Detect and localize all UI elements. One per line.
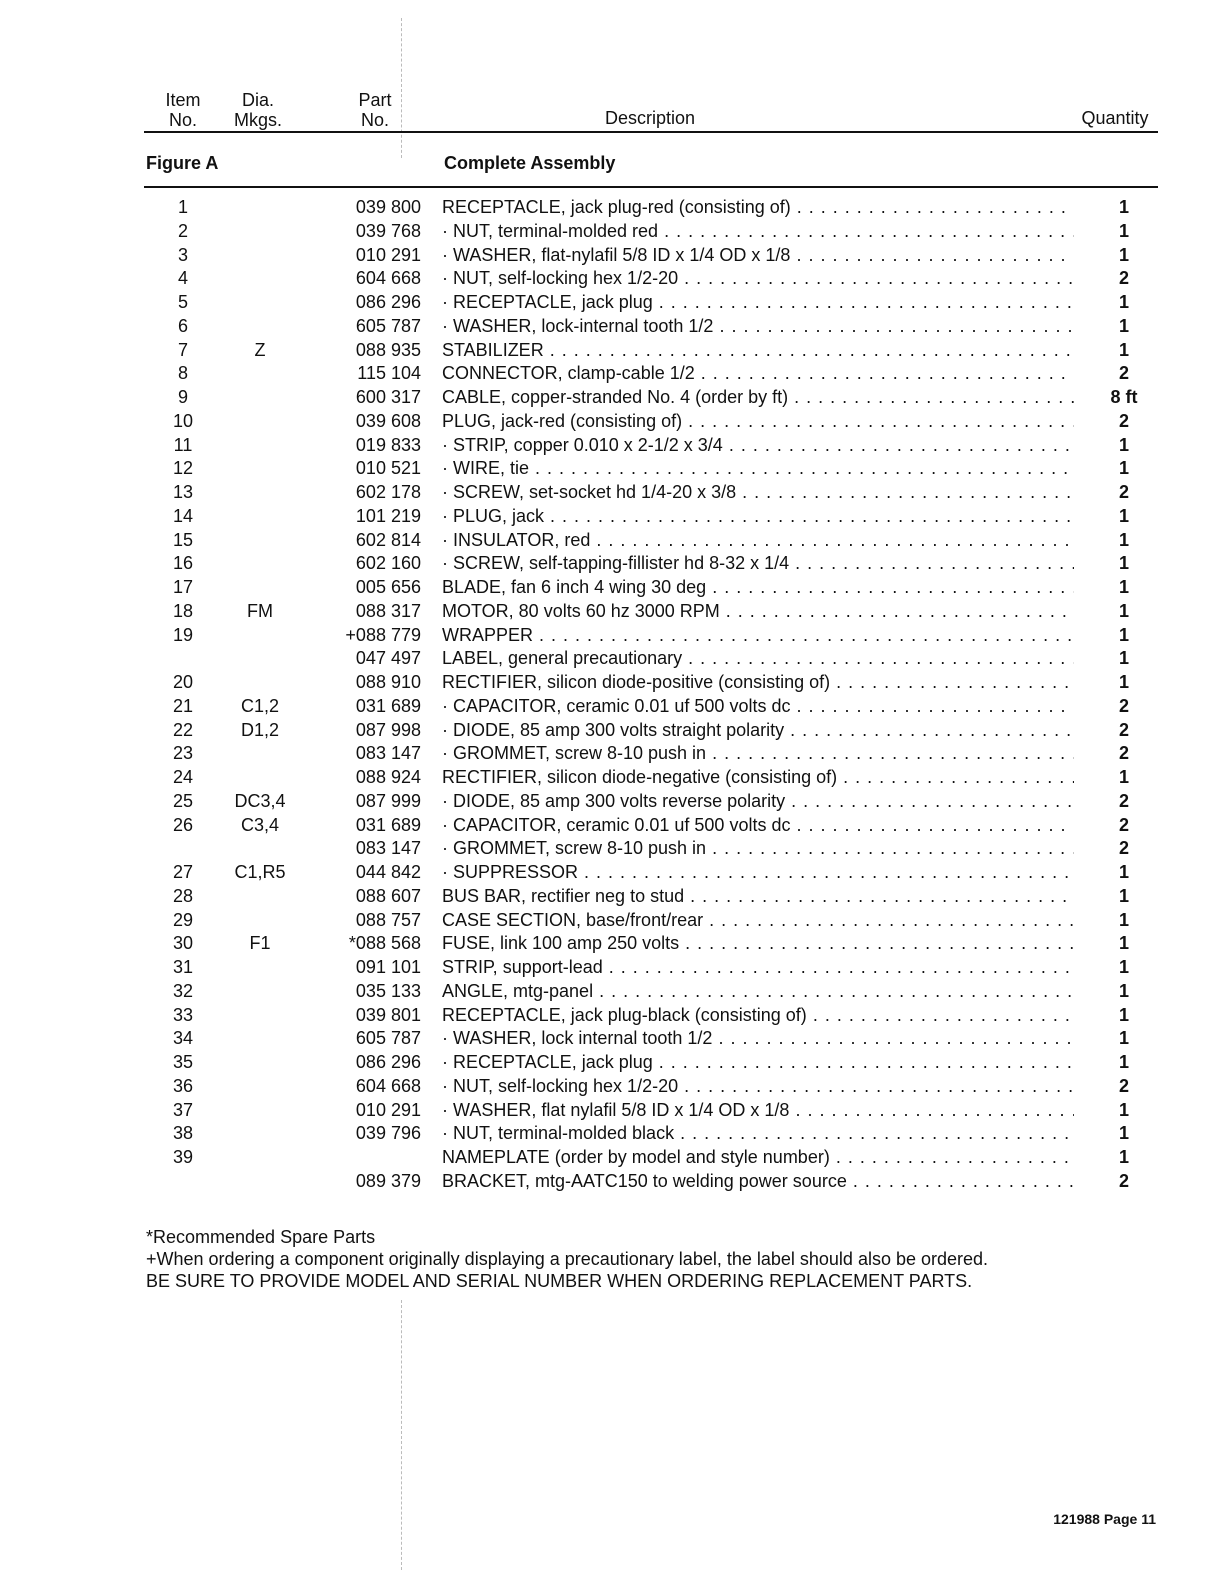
cell-item-no: 25 <box>172 790 194 811</box>
cell-item-no: 13 <box>172 482 194 502</box>
cell-description: · INSULATOR, red . . . <box>442 529 1074 552</box>
cell-quantity: 1 <box>1118 980 1129 1001</box>
header-part-line2: No. <box>360 110 389 130</box>
cell-description: FUSE, link 100 amp 250 volts . . . <box>442 932 1074 955</box>
cell-item-no: 1 <box>177 197 188 217</box>
cell-quantity: 2 <box>1118 1075 1129 1096</box>
cell-item-no: 37 <box>172 1099 194 1120</box>
cell-part-no: 604 668 <box>355 1075 421 1096</box>
cell-description: · GROMMET, screw 8-10 push in . . . <box>442 837 1074 860</box>
cell-part-no: +088 779 <box>345 624 421 645</box>
cell-part-no: 115 104 <box>357 363 421 384</box>
cell-description: · RECEPTACLE, jack plug . . . <box>442 1051 1074 1074</box>
cell-description: · DIODE, 85 amp 300 volts straight polarity . . . <box>442 719 1074 742</box>
cell-item-no: 9 <box>177 387 188 407</box>
table-row <box>0 766 1228 789</box>
cell-part-no: 083 147 <box>355 838 421 859</box>
fold-line-top <box>401 18 402 158</box>
cell-part-no: 605 787 <box>355 1028 421 1049</box>
cell-item-no: 26 <box>172 814 194 835</box>
cell-quantity: 1 <box>1118 600 1129 621</box>
cell-quantity: 1 <box>1118 1028 1129 1049</box>
cell-part-no: 602 814 <box>355 529 421 550</box>
cell-quantity: 1 <box>1118 1099 1129 1120</box>
cell-item-no: 27 <box>172 862 194 882</box>
cell-dia-mkgs: F1 <box>249 933 271 954</box>
cell-quantity: 1 <box>1118 434 1129 455</box>
cell-quantity: 1 <box>1118 505 1129 526</box>
cell-quantity: 1 <box>1118 933 1129 954</box>
note-model-serial: BE SURE TO PROVIDE MODEL AND SERIAL NUMBER WHEN ORDERING REPLACEMENT PARTS. <box>146 1271 973 1291</box>
cell-part-no: 086 296 <box>355 1052 421 1072</box>
cell-description: RECEPTACLE, jack plug-red (consisting of) . . . <box>442 196 1074 219</box>
cell-description: RECEPTACLE, jack plug-black (consisting of) . . . <box>442 1004 1074 1027</box>
cell-quantity: 1 <box>1118 624 1129 645</box>
cell-description: PLUG, jack-red (consisting of) . . . <box>442 410 1074 433</box>
table-row <box>0 861 1228 884</box>
table-row <box>0 671 1228 694</box>
cell-item-no: 30 <box>172 933 194 954</box>
cell-description: STABILIZER . . . <box>442 339 1074 362</box>
cell-description: MOTOR, 80 volts 60 hz 3000 RPM . . . <box>442 600 1074 623</box>
table-row <box>0 220 1228 243</box>
table-row <box>0 647 1228 670</box>
cell-item-no: 34 <box>172 1028 194 1049</box>
cell-quantity: 2 <box>1118 268 1129 289</box>
cell-dia-mkgs: D1,2 <box>240 719 280 740</box>
cell-description: CASE SECTION, base/front/rear . . . <box>442 909 1074 932</box>
table-row <box>0 1027 1228 1050</box>
cell-part-no: 031 689 <box>355 814 421 835</box>
table-row <box>0 1075 1228 1098</box>
table-row <box>0 196 1228 219</box>
cell-item-no: 36 <box>172 1075 194 1096</box>
header-dia-line2: Mkgs. <box>233 110 282 130</box>
cell-quantity: 2 <box>1118 410 1129 431</box>
table-row <box>0 695 1228 718</box>
cell-description: · CAPACITOR, ceramic 0.01 uf 500 volts dc . . . <box>442 814 1074 837</box>
cell-dia-mkgs: C3,4 <box>240 814 280 835</box>
table-row <box>0 1170 1228 1193</box>
cell-part-no: 039 796 <box>355 1123 421 1144</box>
table-row <box>0 1051 1228 1074</box>
cell-part-no: 600 317 <box>355 387 421 407</box>
header-dia <box>226 90 290 130</box>
cell-item-no: 24 <box>172 767 194 787</box>
cell-quantity: 1 <box>1118 957 1129 977</box>
cell-quantity: 1 <box>1118 292 1129 312</box>
cell-part-no: 035 133 <box>355 980 421 1001</box>
cell-description: · CAPACITOR, ceramic 0.01 uf 500 volts dc . . . <box>442 695 1074 718</box>
table-row <box>0 362 1228 385</box>
cell-part-no: 088 607 <box>355 885 421 906</box>
cell-item-no: 33 <box>172 1004 194 1025</box>
cell-quantity: 1 <box>1118 339 1129 360</box>
cell-quantity: 1 <box>1118 553 1129 574</box>
table-row <box>0 529 1228 552</box>
table-row <box>0 410 1228 433</box>
cell-item-no: 21 <box>172 695 194 716</box>
cell-part-no: 039 768 <box>355 220 421 241</box>
cell-part-no: 602 160 <box>355 553 421 574</box>
cell-dia-mkgs: C1,2 <box>240 695 280 716</box>
cell-part-no: 010 291 <box>355 244 421 265</box>
header-part <box>350 90 400 130</box>
cell-item-no: 8 <box>177 363 188 384</box>
table-row <box>0 932 1228 955</box>
table-row <box>0 291 1228 314</box>
cell-part-no: 091 101 <box>355 957 421 977</box>
cell-description: · WASHER, flat nylafil 5/8 ID x 1/4 OD x 1/8 . . . <box>442 1099 1074 1122</box>
cell-item-no: 7 <box>177 339 188 360</box>
cell-item-no: 4 <box>177 268 188 289</box>
cell-quantity: 1 <box>1118 885 1129 906</box>
cell-item-no: 2 <box>177 220 188 241</box>
table-row <box>0 386 1228 409</box>
cell-part-no: 010 521 <box>355 458 421 479</box>
table-row <box>0 434 1228 457</box>
cell-part-no: 605 787 <box>355 315 421 336</box>
cell-quantity: 2 <box>1118 814 1129 835</box>
cell-description: NAMEPLATE (order by model and style number) . . . <box>442 1146 1074 1169</box>
table-row <box>0 481 1228 504</box>
table-row <box>0 885 1228 908</box>
cell-description: · STRIP, copper 0.010 x 2-1/2 x 3/4 . . . <box>442 434 1074 457</box>
cell-description: · WIRE, tie . . . <box>442 457 1074 480</box>
cell-quantity: 2 <box>1118 363 1129 384</box>
cell-description: · NUT, terminal-molded red . . . <box>442 220 1074 243</box>
cell-description: · NUT, self-locking hex 1/2-20 . . . <box>442 267 1074 290</box>
table-row <box>0 1004 1228 1027</box>
cell-quantity: 2 <box>1118 790 1129 811</box>
cell-description: RECTIFIER, silicon diode-negative (consisting of) . . . <box>442 766 1074 789</box>
cell-description: STRIP, support-lead . . . <box>442 956 1074 979</box>
cell-part-no: 010 291 <box>355 1099 421 1120</box>
cell-description: · RECEPTACLE, jack plug . . . <box>442 291 1074 314</box>
notes <box>146 1226 988 1292</box>
cell-description: WRAPPER . . . <box>442 624 1074 647</box>
cell-dia-mkgs: C1,R5 <box>234 862 286 882</box>
cell-quantity: 1 <box>1118 1147 1129 1167</box>
cell-item-no: 12 <box>172 458 194 479</box>
cell-item-no: 29 <box>172 909 194 930</box>
cell-part-no: 088 935 <box>355 339 421 360</box>
cell-quantity: 1 <box>1118 244 1129 265</box>
header-dia-line1: Dia. <box>241 90 274 110</box>
section-rule <box>144 186 1158 188</box>
cell-part-no: 039 800 <box>355 197 421 217</box>
header-item <box>158 90 208 130</box>
cell-quantity: 2 <box>1118 482 1129 502</box>
cell-quantity: 1 <box>1118 862 1129 882</box>
cell-dia-mkgs: DC3,4 <box>234 790 286 811</box>
cell-item-no: 22 <box>172 719 194 740</box>
cell-item-no: 10 <box>172 410 194 431</box>
cell-quantity: 2 <box>1118 1170 1129 1191</box>
cell-part-no: 101 219 <box>355 505 421 526</box>
cell-item-no: 5 <box>177 292 188 312</box>
cell-description: · WASHER, lock-internal tooth 1/2 . . . <box>442 315 1074 338</box>
assembly-title: Complete Assembly <box>444 153 616 173</box>
cell-description: · PLUG, jack . . . <box>442 505 1074 528</box>
cell-item-no: 35 <box>172 1052 194 1072</box>
cell-quantity: 1 <box>1118 458 1129 479</box>
cell-description: · NUT, terminal-molded black . . . <box>442 1122 1074 1145</box>
cell-item-no: 11 <box>173 434 193 455</box>
cell-part-no: 047 497 <box>355 648 421 669</box>
header-part-line1: Part <box>358 90 392 110</box>
cell-description: BUS BAR, rectifier neg to stud . . . <box>442 885 1074 908</box>
cell-part-no: 087 999 <box>355 790 421 811</box>
cell-part-no: 031 689 <box>355 695 421 716</box>
table-row <box>0 339 1228 362</box>
cell-quantity: 2 <box>1118 838 1129 859</box>
table-row <box>0 837 1228 860</box>
cell-quantity: 1 <box>1118 577 1129 597</box>
cell-quantity: 2 <box>1118 719 1129 740</box>
cell-part-no: *088 568 <box>348 933 421 954</box>
table-row <box>0 814 1228 837</box>
cell-part-no: 088 317 <box>355 600 421 621</box>
table-row <box>0 980 1228 1003</box>
cell-quantity: 8 ft <box>1110 387 1138 407</box>
cell-part-no: 087 998 <box>355 719 421 740</box>
cell-quantity: 1 <box>1118 1052 1129 1072</box>
table-row <box>0 1146 1228 1169</box>
cell-item-no: 16 <box>172 553 194 574</box>
table-row <box>0 624 1228 647</box>
cell-description: · SCREW, self-tapping-fillister hd 8-32 x 1/4 . . . <box>442 552 1074 575</box>
table-row <box>0 600 1228 623</box>
cell-part-no: 019 833 <box>355 434 421 455</box>
cell-description: · GROMMET, screw 8-10 push in . . . <box>442 742 1074 765</box>
table-row <box>0 457 1228 480</box>
note-precautionary-label: +When ordering a component originally displaying a precautionary label, the label should also be ordered. <box>146 1249 989 1269</box>
cell-item-no: 28 <box>172 885 194 906</box>
cell-item-no: 31 <box>172 957 194 977</box>
cell-description: · DIODE, 85 amp 300 volts reverse polarity . . . <box>442 790 1074 813</box>
cell-item-no: 18 <box>172 600 194 621</box>
header-description: Description <box>604 108 696 128</box>
cell-quantity: 1 <box>1118 1123 1129 1144</box>
cell-quantity: 1 <box>1118 220 1129 241</box>
cell-quantity: 1 <box>1118 648 1129 669</box>
table-row <box>0 1122 1228 1145</box>
cell-item-no: 19 <box>172 624 194 645</box>
cell-part-no: 604 668 <box>355 268 421 289</box>
cell-item-no: 15 <box>172 529 194 550</box>
table-row <box>0 552 1228 575</box>
cell-item-no: 32 <box>172 980 194 1001</box>
cell-item-no: 39 <box>172 1147 194 1167</box>
cell-description: CONNECTOR, clamp-cable 1/2 . . . <box>442 362 1074 385</box>
cell-description: · SCREW, set-socket hd 1/4-20 x 3/8 . . . <box>442 481 1074 504</box>
cell-quantity: 1 <box>1118 909 1129 930</box>
table-row <box>0 1099 1228 1122</box>
cell-item-no: 17 <box>172 577 194 597</box>
cell-description: RECTIFIER, silicon diode-positive (consisting of) . . . <box>442 671 1074 694</box>
header-item-line1: Item <box>165 90 201 110</box>
cell-description: · NUT, self-locking hex 1/2-20 . . . <box>442 1075 1074 1098</box>
cell-item-no: 23 <box>172 743 194 764</box>
cell-description: CABLE, copper-stranded No. 4 (order by ft) . . . <box>442 386 1074 409</box>
cell-item-no: 14 <box>172 505 194 526</box>
header-rule <box>144 131 1158 133</box>
cell-description: BLADE, fan 6 inch 4 wing 30 deg . . . <box>442 576 1074 599</box>
cell-part-no: 088 910 <box>355 672 421 692</box>
cell-item-no: 38 <box>172 1123 194 1144</box>
cell-description: BRACKET, mtg-AATC150 to welding power source . . . <box>442 1170 1074 1193</box>
cell-item-no: 20 <box>172 672 194 692</box>
cell-part-no: 039 801 <box>355 1004 421 1025</box>
figure-label: Figure A <box>146 153 219 173</box>
cell-part-no: 602 178 <box>355 482 421 502</box>
table-row <box>0 742 1228 765</box>
cell-quantity: 1 <box>1118 767 1129 787</box>
cell-description: · SUPPRESSOR . . . <box>442 861 1074 884</box>
cell-part-no: 044 842 <box>355 862 421 882</box>
cell-dia-mkgs: Z <box>254 339 266 360</box>
cell-description: ANGLE, mtg-panel . . . <box>442 980 1074 1003</box>
cell-description: LABEL, general precautionary . . . <box>442 647 1074 670</box>
table-row <box>0 790 1228 813</box>
cell-description: · WASHER, flat-nylafil 5/8 ID x 1/4 OD x 1/8 . . . <box>442 244 1074 267</box>
header-quantity: Quantity <box>1081 108 1149 128</box>
table-row <box>0 956 1228 979</box>
cell-quantity: 2 <box>1118 695 1129 716</box>
table-row <box>0 244 1228 267</box>
cell-description: · WASHER, lock internal tooth 1/2 . . . <box>442 1027 1074 1050</box>
table-row <box>0 315 1228 338</box>
table-row <box>0 719 1228 742</box>
page-number: 121988 Page 11 <box>1053 1511 1156 1527</box>
cell-quantity: 1 <box>1118 1004 1129 1025</box>
cell-quantity: 1 <box>1118 672 1129 692</box>
table-row <box>0 576 1228 599</box>
header-item-line2: No. <box>168 110 197 130</box>
cell-quantity: 1 <box>1118 315 1129 336</box>
cell-item-no: 6 <box>177 315 188 336</box>
table-row <box>0 267 1228 290</box>
cell-quantity: 2 <box>1118 743 1129 764</box>
cell-part-no: 089 379 <box>355 1170 421 1191</box>
table-row <box>0 909 1228 932</box>
cell-item-no: 3 <box>177 244 188 265</box>
cell-part-no: 088 757 <box>355 909 421 930</box>
fold-line-bottom <box>401 1300 402 1570</box>
table-row <box>0 505 1228 528</box>
cell-quantity: 1 <box>1118 529 1129 550</box>
cell-part-no: 039 608 <box>355 410 421 431</box>
cell-part-no: 088 924 <box>355 767 421 787</box>
cell-part-no: 005 656 <box>355 577 421 597</box>
cell-part-no: 083 147 <box>355 743 421 764</box>
cell-dia-mkgs: FM <box>247 600 273 621</box>
cell-part-no: 086 296 <box>355 292 421 312</box>
cell-quantity: 1 <box>1118 197 1129 217</box>
note-spare-parts: *Recommended Spare Parts <box>146 1227 376 1247</box>
